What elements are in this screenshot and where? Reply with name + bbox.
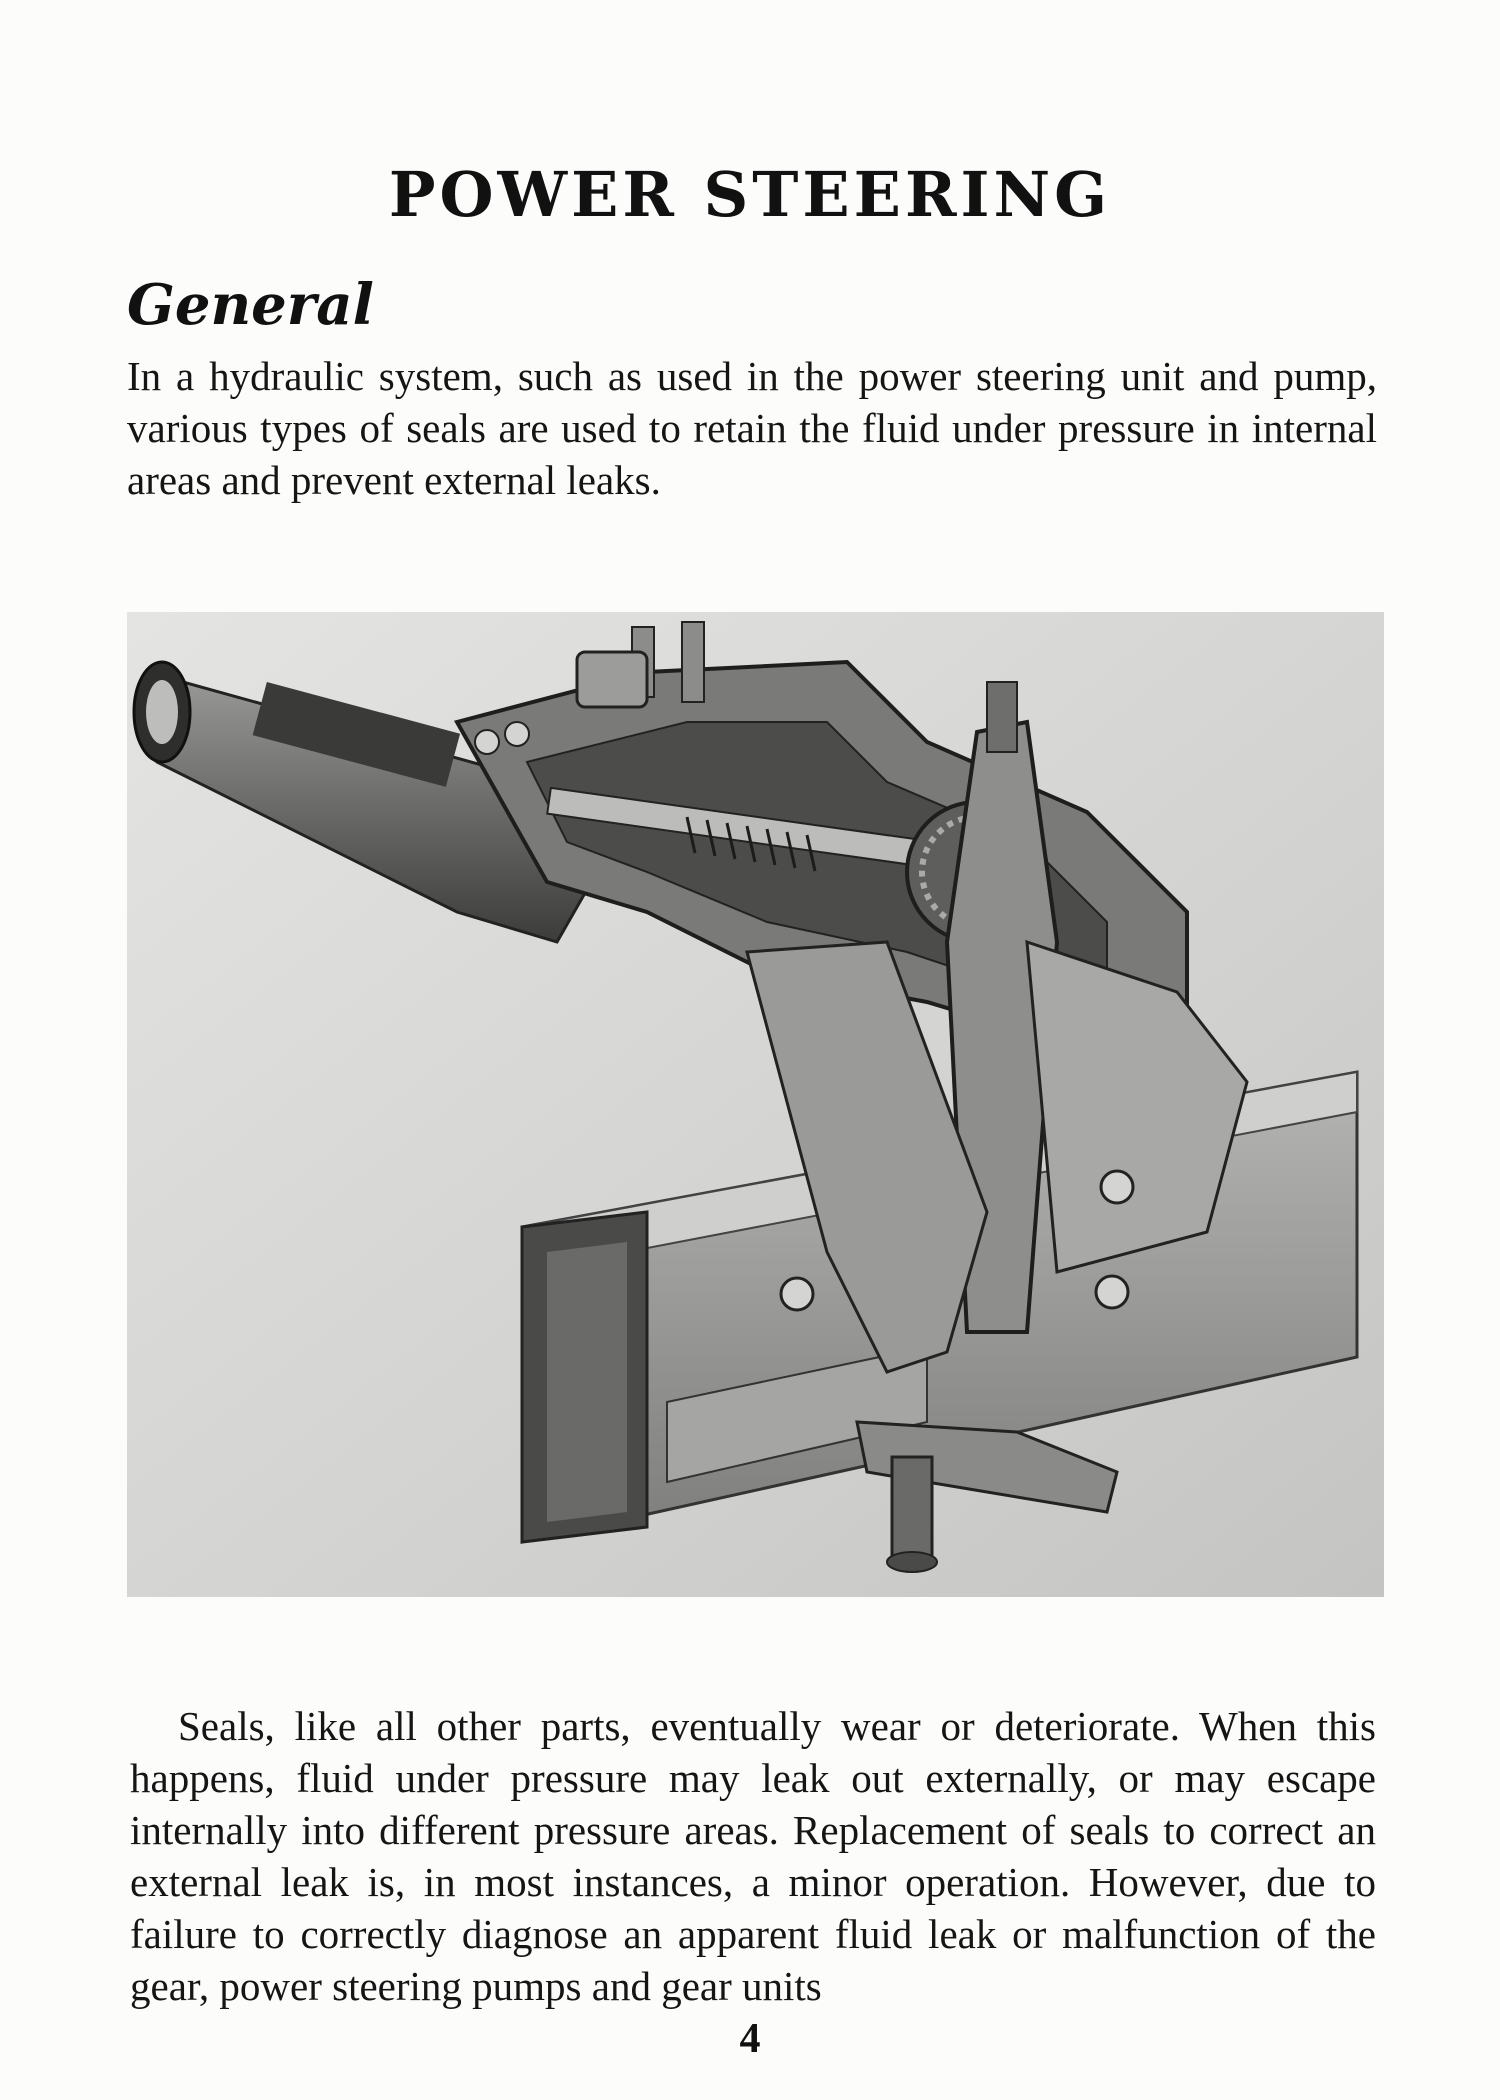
page-number: 4	[739, 2016, 761, 2062]
intro-paragraph: In a hydraulic system, such as used in the power steering unit and pump, various types of seals are used to retain the fluid under pressure in internal areas and prevent external leaks.	[127, 353, 1377, 503]
body-paragraph: Seals, like all other parts, eventually wear or deteriorate. When this happens, fluid under pressure may leak out externally, or may escape internally into different pressure areas. Replacement of seals to correct an external leak is, in most instances, a minor operation. However, due to failure to correctly diagnose an apparent fluid leak or malfunction of the gear, power steering pumps and gear units	[130, 1703, 1376, 2009]
page-title: POWER STEERING	[388, 158, 1112, 231]
steering-gear-cutaway-illustration	[127, 612, 1384, 1597]
section-heading: General	[127, 272, 374, 338]
